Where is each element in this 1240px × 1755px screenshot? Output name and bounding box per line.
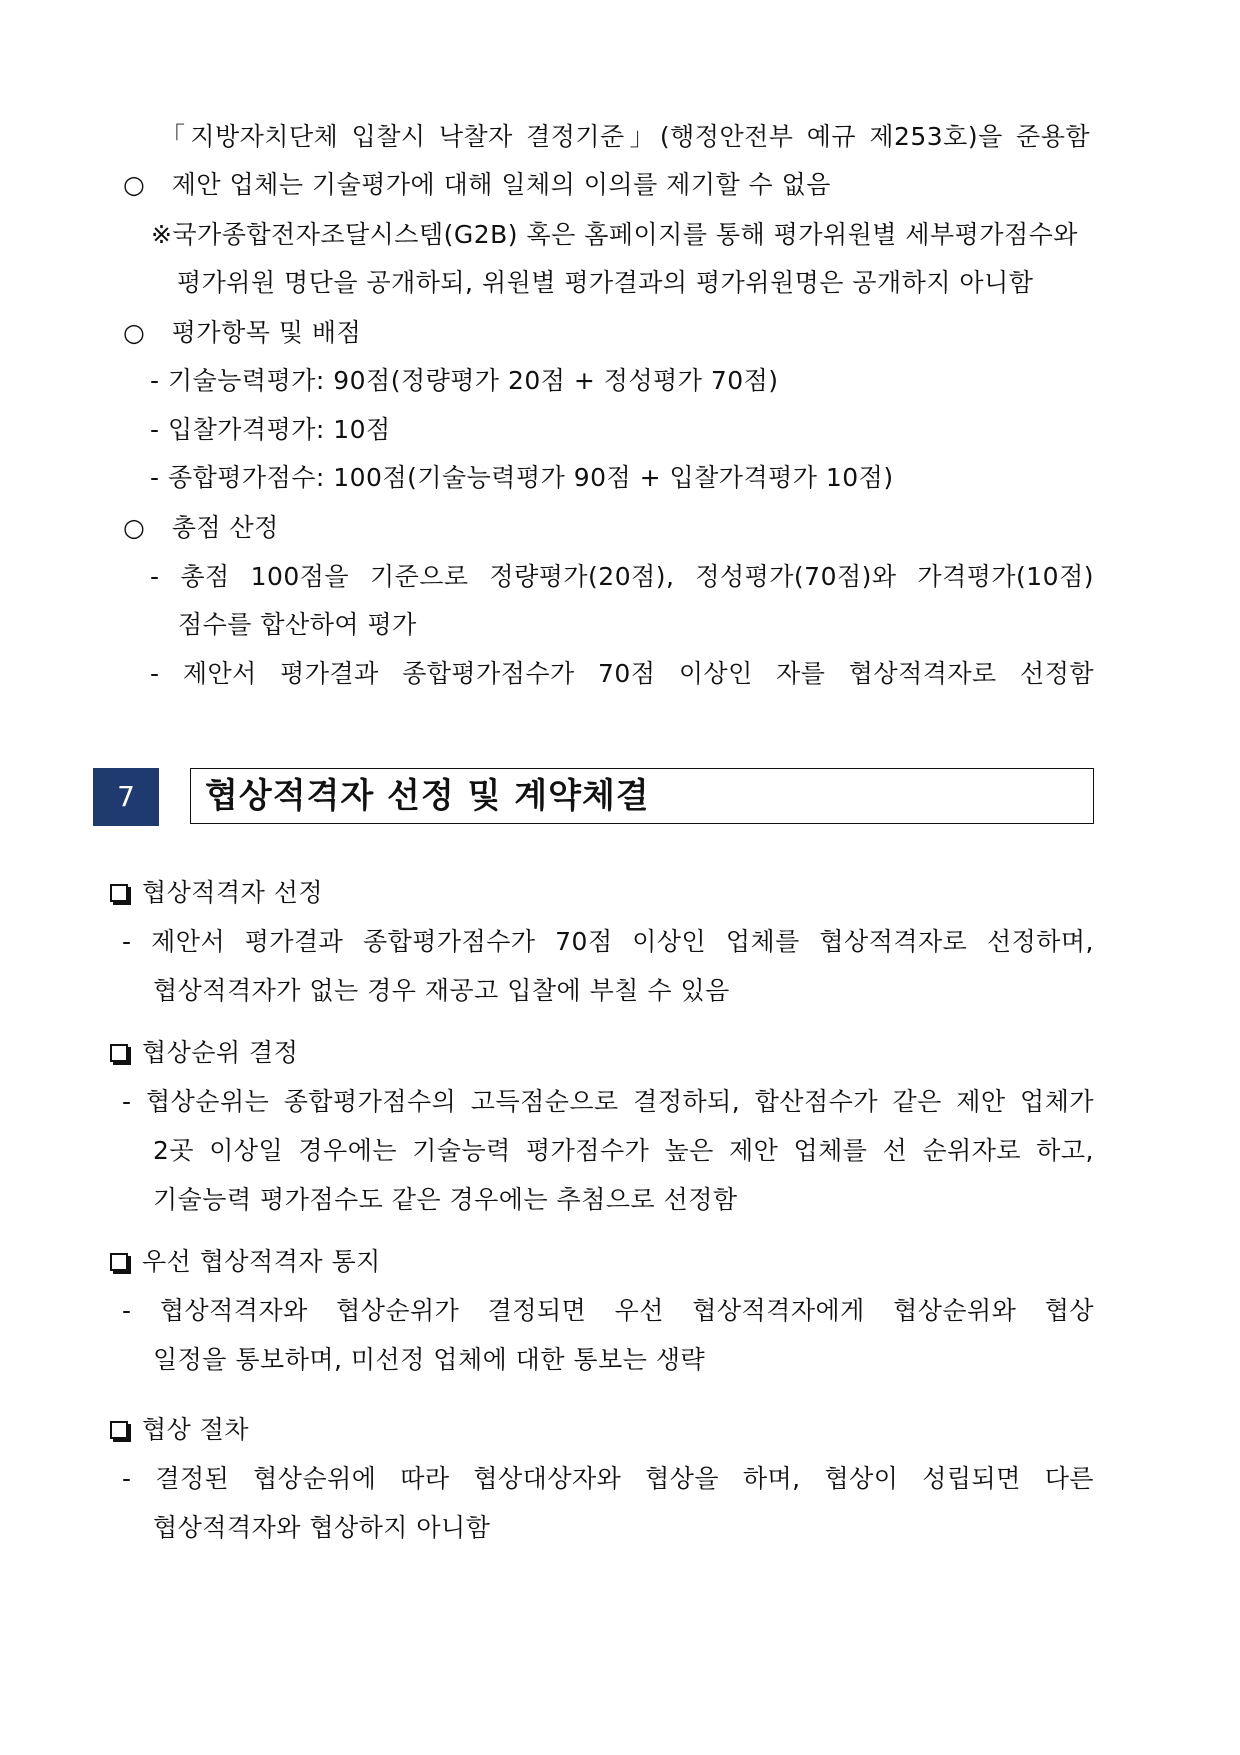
total-score-item1-line1: - 총점 100점을 기준으로 정량평가(20점), 정성평가(70점)와 가격평가(10점) [150,562,1094,591]
total-score-item1-line2: 점수를 합산하여 평가 [178,610,417,639]
subsection-line: - 제안서 평가결과 종합평가점수가 70점 이상인 업체를 협상적격자로 선정하며, [122,927,1094,956]
subsection-line: 2곳 이상일 경우에는 기술능력 평가점수가 높은 제안 업체를 선 순위자로 하고, [153,1136,1094,1165]
circle-bullet: ○ [123,170,146,199]
standard-reference-line: 「지방자치단체 입찰시 낙찰자 결정기준」(행정안전부 예규 제253호)을 준용함 [160,122,1090,151]
section-number: 7 [93,768,159,826]
total-score-item2: - 제안서 평가결과 종합평가점수가 70점 이상인 자를 협상적격자로 선정함 [150,659,1094,688]
checkbox-square-icon [110,1253,128,1271]
section-title-box [190,768,1094,824]
disclosure-note-line2: 평가위원 명단을 공개하되, 위원별 평가결과의 평가위원명은 공개하지 아니함 [177,268,1034,297]
subsection-line: - 협상순위는 종합평가점수의 고득점순으로 결정하되, 합산점수가 같은 제안 업체가 [122,1087,1094,1116]
section-title: 협상적격자 선정 및 계약체결 [205,776,650,816]
subsection-heading-ranking [110,1036,298,1070]
objection-item [123,168,831,202]
evaluation-items-heading-text: 평가항목 및 배점 [171,318,362,347]
subsection-heading-text: 협상적격자 선정 [142,878,323,907]
subsection-line: 일정을 통보하며, 미선정 업체에 대한 통보는 생략 [153,1345,706,1374]
circle-bullet: ○ [123,513,146,542]
note-mark: ※ [151,220,173,249]
evaluation-item-total: - 종합평가점수: 100점(기술능력평가 90점 + 입찰가격평가 10점) [150,463,894,492]
subsection-heading-qualified [110,876,323,910]
objection-text: 제안 업체는 기술평가에 대해 일체의 이의를 제기할 수 없음 [171,170,831,199]
disclosure-note-line1 [151,218,1095,252]
evaluation-item-price: - 입찰가격평가: 10점 [150,415,391,444]
checkbox-square-icon [110,1044,128,1062]
total-score-heading-text: 총점 산정 [171,513,279,542]
subsection-heading-procedure [110,1413,249,1447]
subsection-heading-text: 협상 절차 [142,1415,250,1444]
note-text-line1: 국가종합전자조달시스템(G2B) 혹은 홈페이지를 통해 평가위원별 세부평가점수와 [172,220,1078,249]
circle-bullet: ○ [123,318,146,347]
checkbox-square-icon [110,884,128,902]
subsection-line: 협상적격자와 협상하지 아니함 [153,1513,491,1542]
subsection-line: - 결정된 협상순위에 따라 협상대상자와 협상을 하며, 협상이 성립되면 다른 [122,1464,1094,1493]
subsection-heading-text: 우선 협상적격자 통지 [142,1247,381,1276]
total-score-heading [123,511,279,545]
subsection-heading-notice [110,1245,381,1279]
checkbox-square-icon [110,1421,128,1439]
evaluation-items-heading [123,316,361,350]
subsection-line: 기술능력 평가점수도 같은 경우에는 추첨으로 선정함 [153,1185,738,1214]
evaluation-item-technical: - 기술능력평가: 90점(정량평가 20점 + 정성평가 70점) [150,366,779,395]
subsection-heading-text: 협상순위 결정 [142,1038,299,1067]
subsection-line: - 협상적격자와 협상순위가 결정되면 우선 협상적격자에게 협상순위와 협상 [122,1296,1094,1325]
subsection-line: 협상적격자가 없는 경우 재공고 입찰에 부칠 수 있음 [153,976,730,1005]
